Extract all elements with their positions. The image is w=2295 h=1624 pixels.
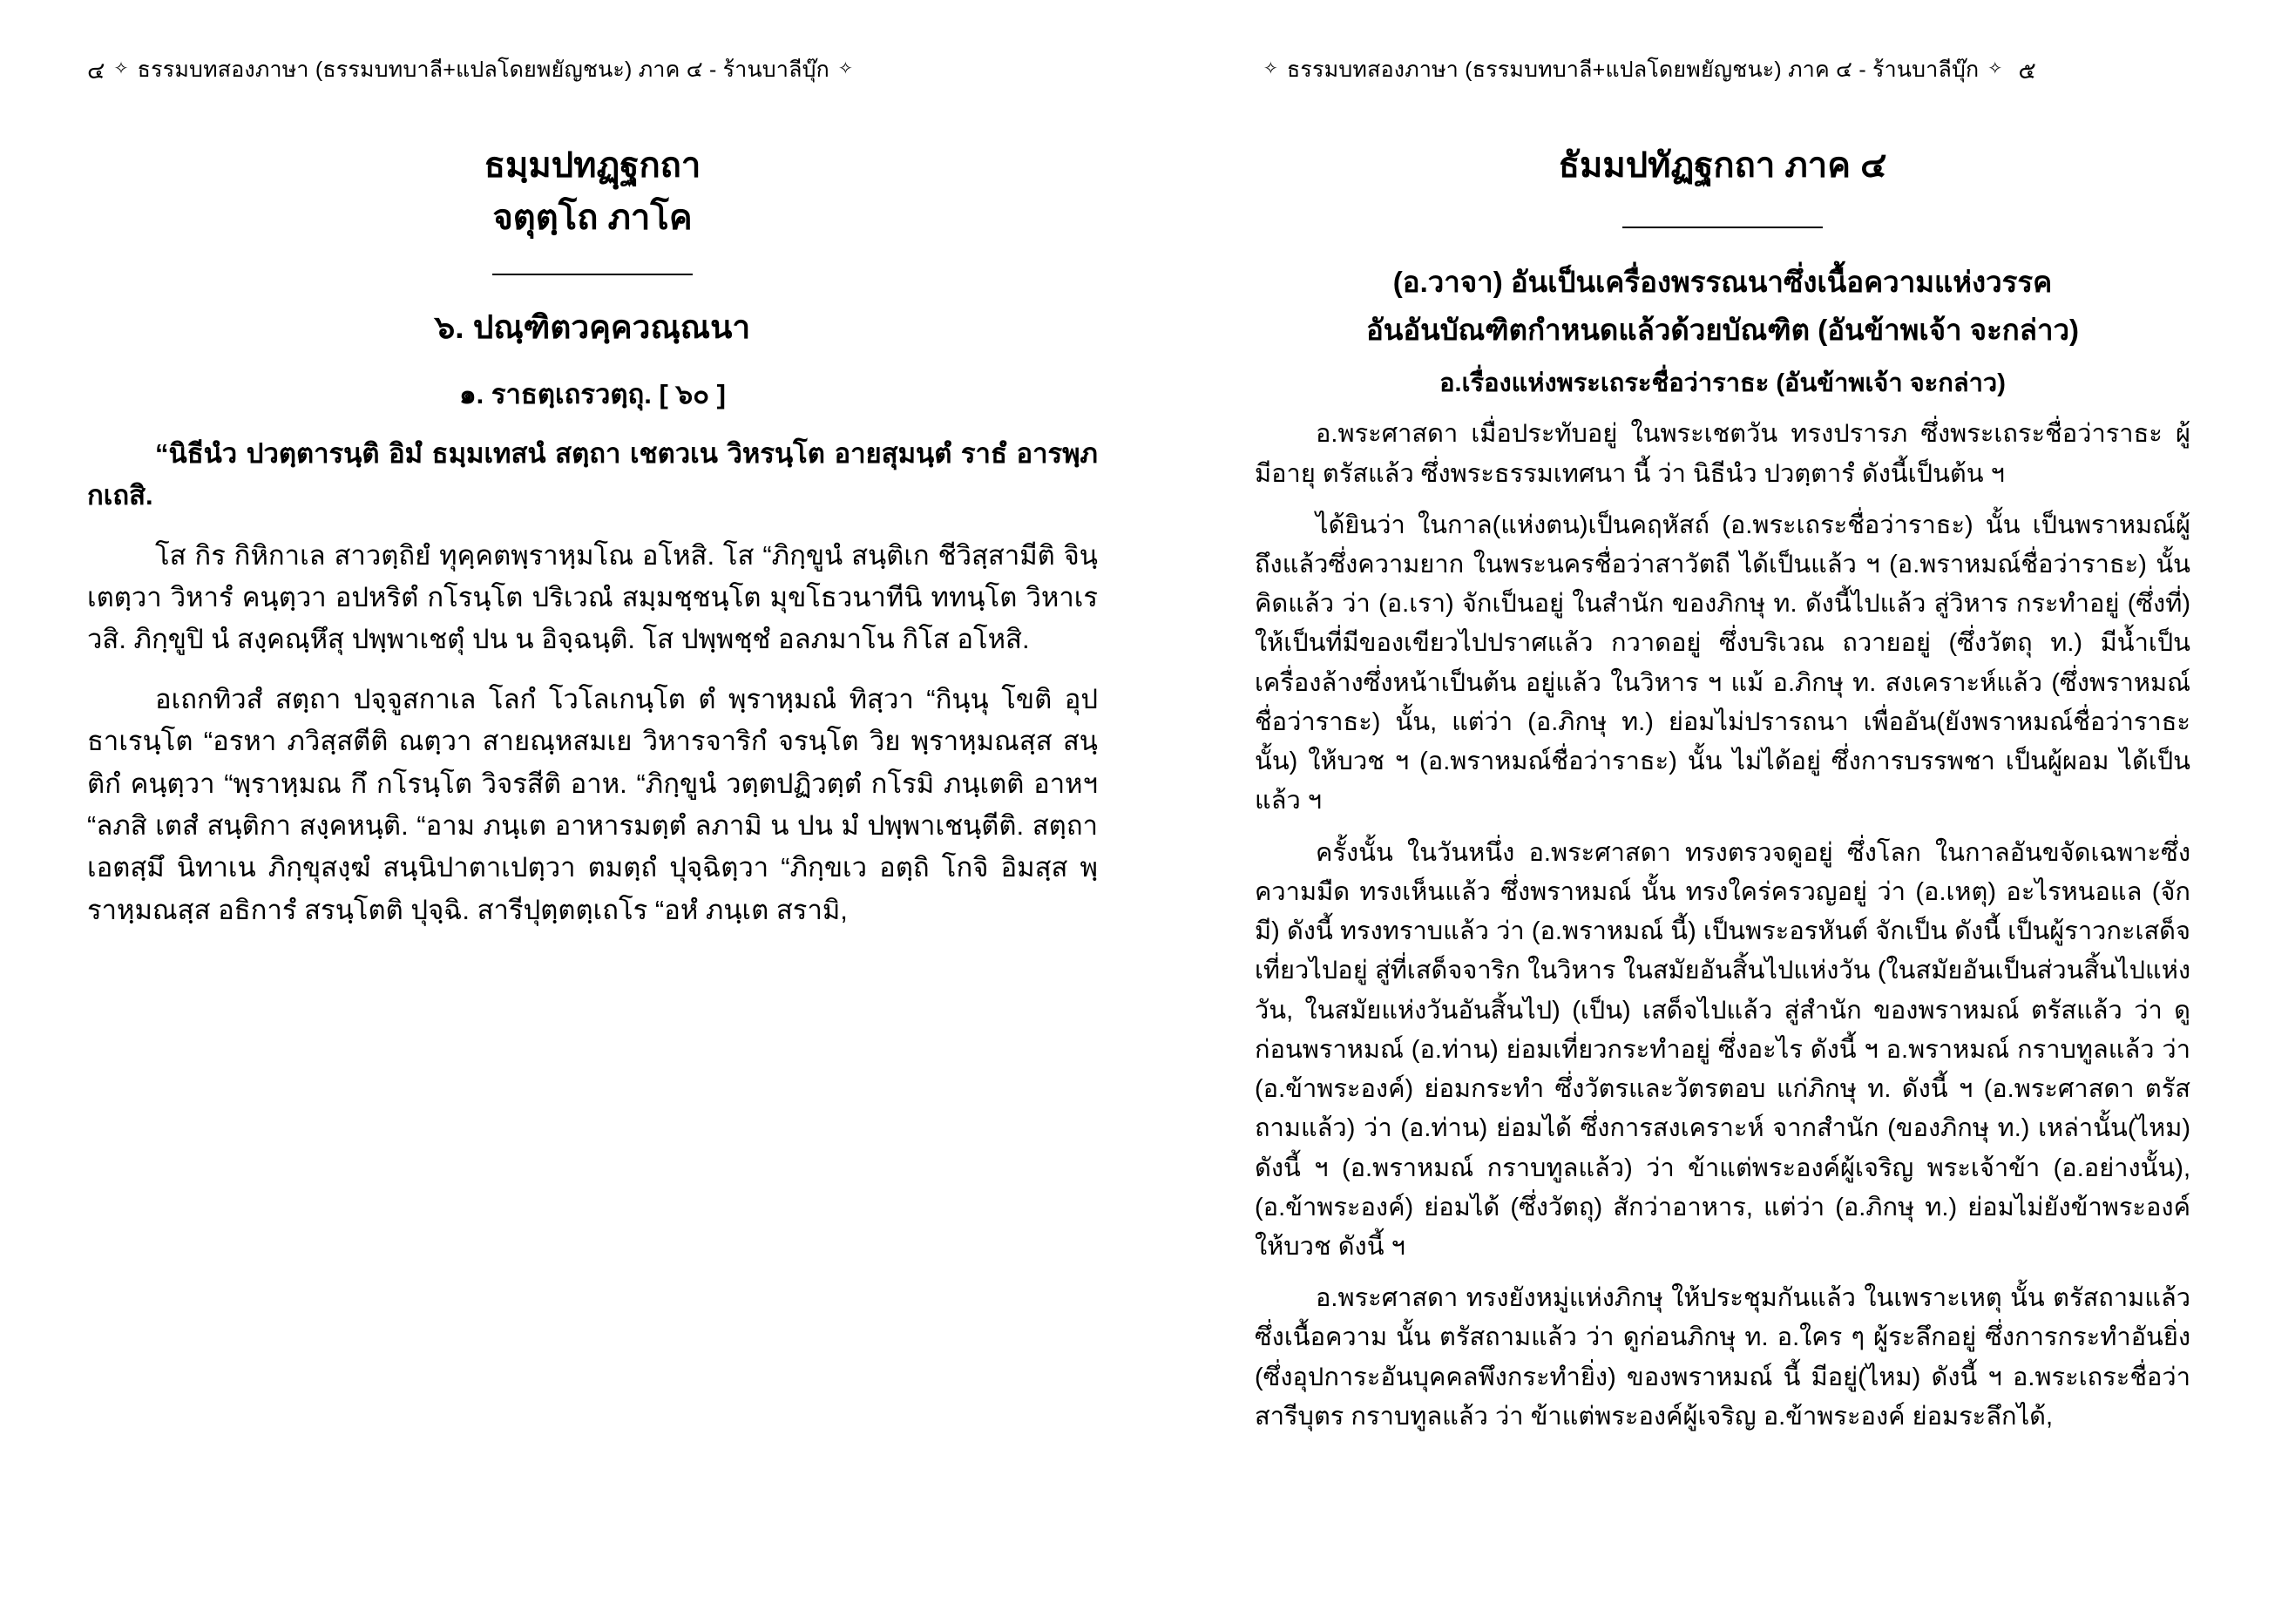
paragraph-left-2: โส กิร กิหิกาเล สาวตฺถิยํ ทุคฺคตพฺราหฺมโณ อโหสิ. โส “ภิกฺขูนํ สนฺติเก ชีวิสฺสามีติ จินฺเตตฺวา วิหารํ คนฺตฺวา อปหริตํ กโรนฺโต ปริเวณํ สมฺมชฺชนฺโต มุขโธวนาทีนิ ททนฺโต วิหาเร วสิ. ภิกฺขูปิ นํ สงฺคณฺหึสุ ปพฺพาเชตุํ ปน น อิจฺฉนฺติ. โส ปพฺพชฺชํ อลภมาโน กิโส อโหสิ. bbox=[87, 539, 1098, 655]
diamond-icon: ✧ bbox=[113, 58, 129, 78]
book-title-line1: ธมฺมปทฏฺฐกถา bbox=[484, 146, 701, 185]
right-heading-line3: อ.เรื่องแห่งพระเถระชื่อว่าราธะ (อันข้าพเจ้า จะกล่าว) bbox=[1439, 369, 2006, 398]
page-title-right: ธัมมปทัฏฐกถา ภาค ๔ bbox=[1558, 146, 1887, 185]
chapter-heading-left: ๖. ปณฺฑิตวคฺควณฺณนา bbox=[434, 309, 751, 345]
divider-rule-left bbox=[492, 274, 693, 275]
page-number-right: ๕ bbox=[2018, 57, 2036, 84]
running-header-right bbox=[1255, 52, 2190, 87]
paragraph-right-1: อ.พระศาสดา เมื่อประทับอยู่ ในพระเชตวัน ทรงปรารภ ซึ่งพระเถระชื่อว่าราธะ ผู้มีอายุ ตรัสแล้ว ซึ่งพระธรรมเทศนา นี้ ว่า นิธีนํว ปวตฺตารํ ดังนี้เป็นต้น ฯ bbox=[1255, 420, 2190, 488]
paragraph-right-2: ได้ยินว่า ในกาล(แห่งตน)เป็นคฤหัสถ์ (อ.พระเถระชื่อว่าราธะ) นั้น เป็นพราหมณ์ผู้ถึงแล้วซึ่งความยาก ในพระนครชื่อว่าสาวัตถี ได้เป็นแล้ว ฯ (อ.พราหมณ์ชื่อว่าราธะ) นั้น คิดแล้ว ว่า (อ.เรา) จักเป็นอยู่ ในสำนัก ของภิกษุ ท. ดังนี้ไปแล้ว สู่วิหาร กระทำอยู่ (ซึ่งที่) ให้เป็นที่มีของเขียวไปปราศแล้ว กวาดอยู่ ซึ่งบริเวณ ถวายอยู่ (ซึ่งวัตถุ ท.) มีน้ำเป็นเครื่องล้างซึ่งหน้าเป็นต้น อยู่แล้ว ในวิหาร ฯ แม้ อ.ภิกษุ ท. สงเคราะห์แล้ว (ซึ่งพราหมณ์ชื่อว่าราธะ) นั้น, แต่ว่า (อ.ภิกษุ ท.) ย่อมไม่ปรารถนา เพื่ออัน(ยังพราหมณ์ชื่อว่าราธะ นั้น) ให้บวช ฯ (อ.พราหมณ์ชื่อว่าราธะ) นั้น ไม่ได้อยู่ ซึ่งการบรรพชา เป็นผู้ผอม ได้เป็นแล้ว ฯ bbox=[1255, 511, 2190, 815]
page-number-left: ๔ bbox=[87, 57, 105, 84]
diamond-icon-right-start: ✧ bbox=[1263, 58, 1278, 78]
running-header-left bbox=[87, 52, 1098, 87]
header-title-left: ธรรมบทสองภาษา (ธรรมบทบาลี+แปลโดยพยัญชนะ) ภาค ๔ - ร้านบาลีบุ๊ก bbox=[137, 58, 830, 82]
paragraph-left-1: “นิธีนํว ปวตฺตารนฺติ อิมํ ธมฺมเทสนํ สตฺถา เชตวเน วิหรนฺโต อายสุมนฺตํ ราธํ อารพฺภ กเถสิ. bbox=[87, 438, 1098, 511]
section-heading-left: ๑. ราธตฺเถรวตฺถุ. [ ๖๐ ] bbox=[458, 379, 727, 409]
paragraph-left-3: อเถกทิวสํ สตฺถา ปจฺจูสกาเล โลกํ โวโลเกนฺโต ตํ พฺราหฺมณํ ทิสฺวา “กินฺนุ โขติ อุปธาเรนฺโต “อรหา ภวิสฺสตีติ ณตฺวา สายณฺหสมเย วิหารจาริกํ จรนฺโต วิย พฺราหฺมณสฺส สนฺติกํ คนฺตฺวา “พฺราหฺมณ กึ กโรนฺโต วิจรสีติ อาห. “ภิกฺขูนํ วตฺตปฏิวตฺตํ กโรมิ ภนฺเตติ อาหฯ “ลภสิ เตสํ สนฺติกา สงฺคหนฺติ. “อาม ภนฺเต อาหารมตฺตํ ลภามิ น ปน มํ ปพฺพาเชนฺตีติ. สตฺถา เอตสฺมึ นิทาเน ภิกฺขุสงฺฆํ สนฺนิปาตาเปตฺวา ตมตฺถํ ปุจฺฉิตฺวา “ภิกฺขเว อตฺถิ โกจิ อิมสฺส พฺราหฺมณสฺส อธิการํ สรนฺโตติ ปุจฺฉิ. สารีปุตฺตตฺเถโร “อหํ ภนฺเต สรามิ, bbox=[87, 683, 1098, 925]
paragraph-right-4: อ.พระศาสดา ทรงยังหมู่แห่งภิกษุ ให้ประชุมกันแล้ว ในเพราะเหตุ นั้น ตรัสถามแล้ว ซึ่งเนื้อความ นั้น ตรัสถามแล้ว ว่า ดูก่อนภิกษุ ท. อ.ใคร ๆ ผู้ระลึกอยู่ ซึ่งการกระทำอันยิ่ง (ซึ่งอุปการะอันบุคคลพึงกระทำยิ่ง) ของพราหมณ์ นี้ มีอยู่(ไหม) ดังนี้ ฯ อ.พระเถระชื่อว่าสารีบุตร กราบทูลแล้ว ว่า ข้าแต่พระองค์ผู้เจริญ อ.ข้าพระองค์ ย่อมระลึกได้, bbox=[1255, 1284, 2190, 1431]
right-heading-line1: (อ.วาจา) อันเป็นเครื่องพรรณนาซึ่งเนื้อความแห่งวรรค bbox=[1392, 266, 2053, 298]
right-heading-line2: อันอันบัณฑิตกำหนดแล้วด้วยบัณฑิต (อันข้าพเจ้า จะกล่าว) bbox=[1365, 314, 2080, 347]
book-title-line2: จตุตฺโถ ภาโค bbox=[492, 199, 693, 237]
divider-rule-right bbox=[1622, 227, 1823, 228]
header-title-right: ธรรมบทสองภาษา (ธรรมบทบาลี+แปลโดยพยัญชนะ) ภาค ๔ - ร้านบาลีบุ๊ก bbox=[1286, 58, 1980, 82]
page-right bbox=[1202, 0, 2295, 1624]
diamond-icon-end: ✧ bbox=[838, 58, 853, 78]
paragraph-right-3: ครั้งนั้น ในวันหนึ่ง อ.พระศาสดา ทรงตรวจดูอยู่ ซึ่งโลก ในกาลอันขจัดเฉพาะซึ่งความมืด ทรงเห็นแล้ว ซึ่งพราหมณ์ นั้น ทรงใคร่ครวญอยู่ ว่า (อ.เหตุ) อะไรหนอแล (จักมี) ดังนี้ ทรงทราบแล้ว ว่า (อ.พราหมณ์ นี้) เป็นพระอรหันต์ จักเป็น ดังนี้ เป็นผู้ราวกะเสด็จเที่ยวไปอยู่ สู่ที่เสด็จจาริก ในวิหาร ในสมัยอันสิ้นไปแห่งวัน (ในสมัยอันเป็นส่วนสิ้นไปแห่งวัน, ในสมัยแห่งวันอันสิ้นไป) (เป็น) เสด็จไปแล้ว สู่สำนัก ของพราหมณ์ ตรัสแล้ว ว่า ดูก่อนพราหมณ์ (อ.ท่าน) ย่อมเที่ยวกระทำอยู่ ซึ่งอะไร ดังนี้ ฯ อ.พราหมณ์ กราบทูลแล้ว ว่า (อ.ข้าพระองค์) ย่อมกระทำ ซึ่งวัตรและวัตรตอบ แก่ภิกษุ ท. ดังนี้ ฯ (อ.พระศาสดา ตรัสถามแล้ว) ว่า (อ.ท่าน) ย่อมได้ ซึ่งการสงเคราะห์ จากสำนัก (ของภิกษุ ท.) เหล่านั้น(ไหม) ดังนี้ ฯ (อ.พราหมณ์ กราบทูลแล้ว) ว่า ข้าแต่พระองค์ผู้เจริญ พระเจ้าข้า (อ.อย่างนั้น), (อ.ข้าพระองค์) ย่อมได้ (ซึ่งวัตถุ) สักว่าอาหาร, แต่ว่า (อ.ภิกษุ ท.) ย่อมไม่ยังข้าพระองค์ ให้บวช ดังนี้ ฯ bbox=[1255, 838, 2190, 1261]
diamond-icon-right-end: ✧ bbox=[1987, 58, 2003, 78]
